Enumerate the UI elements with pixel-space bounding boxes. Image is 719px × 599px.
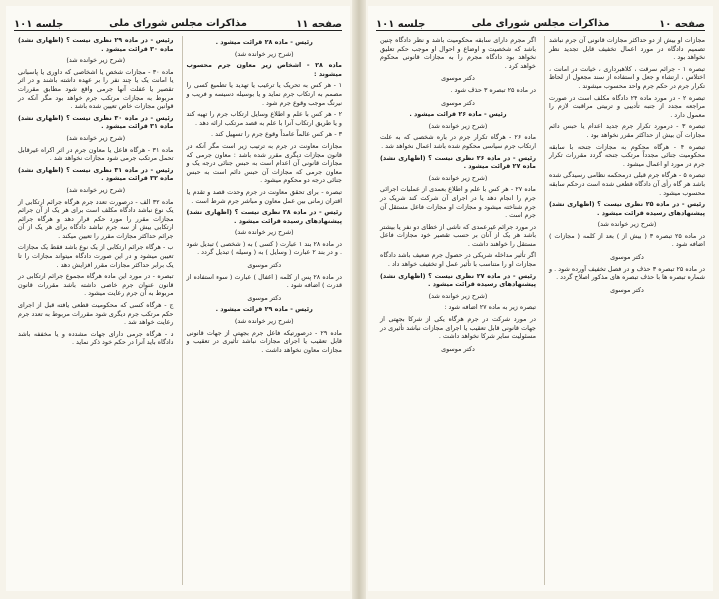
- page-header: [14, 14, 342, 31]
- paragraph: تبصره - در مورد این ماده هرگاه مجموع جرائم ارتکابی در قانون عنوان جرم خاصی داشته باشد مقررات قانون مربوط به آن جرم رعایت میشود .: [18, 272, 174, 298]
- session-number: جلسه ۱۰۱: [376, 19, 426, 30]
- signature-line: دکتر موسوی: [610, 253, 644, 262]
- paragraph: در ماده ۲۵ تبصره ۳ حذف و در فصل تخفیف آورده شود . و شماره تبصره ها با حذف تبصره های مذکور اصلاح گردد .: [549, 264, 705, 282]
- paragraph: ماده ۲۶ - هرگاه تکرار جرم در باره شخصی که به علت ارتکاب جرم سیاسی محکوم شده باشد اعمال نخواهد شد .: [380, 133, 536, 150]
- paragraph: ب - هرگاه جرائم ارتکابی از یک نوع باشد فقط یک مجازات تعیین میشود و در این صورت دادگاه میتواند مجازات را تا یک برابر حداکثر مجازات مقرر افزایش دهد .: [18, 243, 174, 269]
- paragraph: رئیس - در ماده ۳۱ نظری نیست ؟ (اظهاری نشد) ماده ۳۲ قرائت میشود .: [18, 165, 174, 183]
- paragraph: رئیس - در ماده ۲۷ نظری نیست ؟ (اظهاری نشد) پیشنهادهای رسیده قرائت میشود .: [380, 271, 536, 289]
- paragraph: تبصره زیر به ماده ۲۷ اضافه شود :: [444, 303, 536, 312]
- column-right: [544, 36, 705, 585]
- paragraph: تبصره - برای تحقق معاونت در جرم وحدت قصد و تقدم یا اقتران زمانی بین عمل معاون و مباشر جرم شرط است .: [186, 187, 342, 205]
- paragraph: ماده ۳۱ - هرگاه فاعل یا معاون جرم در اثر اکراه غیرقابل تحمل مرتکب جرمی شود مجازات نخواهد شد .: [18, 145, 174, 163]
- text-columns: [14, 36, 342, 585]
- left-page: [6, 6, 350, 591]
- page-title: مذاکرات مجلس شورای ملی: [109, 18, 247, 29]
- paragraph: اگر مجرم دارای سابقه محکومیت باشد و نظر دادگاه چنین باشد که شخصیت و اوضاع و احوال او موجب حکم تعلیق نخواهد بود دادگاه مجرم را به مجازات قانونی محکوم خواهد کرد .: [380, 36, 536, 70]
- section-note: رئیس - ماده ۲۸ قرائت میشود .: [215, 38, 313, 46]
- section-note: (شرح زیر خوانده شد): [234, 49, 294, 58]
- paragraph: ج - هرگاه کسی که محکومیت قطعی یافته قبل از اجرای حکم مرتکب جرم دیگری شود مقررات مربوط به تعدد جرم رعایت خواهد شد .: [18, 301, 174, 327]
- page-number: صفحه ۱۱: [296, 19, 342, 30]
- page-number: صفحه ۱۰: [659, 19, 705, 30]
- text-columns: [376, 36, 705, 585]
- paragraph: د - هرگاه جرمی دارای جهات مشدده و یا مخففه باشد دادگاه باید آنرا در حکم خود ذکر نماید .: [18, 329, 174, 347]
- section-note: (شرح زیر خوانده شد): [234, 228, 294, 237]
- section-note: (شرح زیر خوانده شد): [428, 291, 488, 300]
- paragraph: ۳ - هر کس عالماً عامداً وقوع جرم را تسهیل کند .: [211, 130, 342, 139]
- signature-line: دکتر موسوی: [247, 293, 282, 302]
- paragraph: ماده ۳۲ الف - درصورت تعدد جرم هرگاه جرائم ارتکابی از یک نوع نباشد دادگاه مکلف است برای هر یک از آن جرائم مجازات مقرر را مورد حکم قرار دهد و هرگاه جرائم ارتکابی بیش از سه جرم نباشد دادگاه برای هر یک از آن جرائم حداکثر مجازات مقرر را تعیین میکند .: [18, 197, 174, 240]
- paragraph: تبصره ۲ - در مورد ماده ۲۴ دادگاه مکلف است در صورت مراجعه مجدد از جنبه تأدیبی و تربیتی مراقبت لازم را معمول دارد .: [549, 93, 705, 119]
- paragraph: مجازات معاونت در جرم به ترتیب زیر است مگر آنکه در قانون مجازات دیگری مقرر شده باشد : معاون جرمی که مجازات قانونی آن اعدام است به حبس جنائی درجه یک و معاون جرمی که مجازات آن حبس دائم است به حبس جنائی درجه دو محکوم میشود .: [186, 141, 342, 185]
- paragraph: در ماده ۲۵ تبصره ۳ حذف شود .: [450, 85, 536, 94]
- paragraph: تبصره ۴ - هرگاه محکوم به مجازات جنحه با سابقه محکومیت جنائی مجدداً مرتکب جنحه گردد مقررات تکرار جرم در مورد او اعمال میشود .: [549, 142, 705, 168]
- book-gutter: [352, 0, 366, 599]
- paragraph: ماده ۲۸ - اشخاص زیر معاون جرم محسوب میشوند :: [186, 61, 342, 78]
- section-note: (شرح زیر خوانده شد): [66, 185, 126, 194]
- section-note: (شرح زیر خوانده شد): [234, 317, 294, 326]
- signature-line: دکتر موسوی: [441, 98, 475, 107]
- paragraph: رئیس - در ماده ۲۸ نظری نیست ؟ (اظهاری نشد) پیشنهادهای رسیده قرائت میشود .: [186, 208, 342, 225]
- right-page: [368, 6, 713, 591]
- column-left: [376, 36, 536, 585]
- section-note: (شرح زیر خوانده شد): [66, 56, 126, 65]
- page-header: [376, 14, 705, 31]
- signature-line: دکتر موسوی: [441, 344, 475, 353]
- paragraph: تبصره ۱ - جرائم سرقت ، کلاهبرداری ، خیانت در امانت ، اختلاس ، ارتشاء و جعل و استفاده از سند مجعول از لحاظ تکرار جرم در حکم جرم واحد محسوب میشوند .: [549, 64, 705, 90]
- paragraph: رئیس - در ماده ۳۰ نظری نیست ؟ (اظهاری نشد) ماده ۳۱ قرائت میشود .: [18, 113, 174, 131]
- signature-line: دکتر موسوی: [441, 74, 475, 83]
- paragraph: تبصره ۵ - هرگاه جرم قبلی درمحکمه نظامی رسیدگی شده باشد هر گاه رأی آن دادگاه قطعی شده است درحکم سابقه محسوب میشود .: [549, 171, 705, 197]
- page-title: مذاکرات مجلس شورای ملی: [471, 18, 610, 29]
- paragraph: در ماده ۲۸ پس از کلمه ( اغفال ) عبارت ( سوء استفاده از قدرت ) اضافه شود .: [186, 272, 342, 290]
- section-note: (شرح زیر خوانده شد): [428, 173, 488, 182]
- signature-line: دکتر موسوی: [610, 285, 644, 294]
- paragraph: رئیس - در ماده ۲۵ نظری نیست ؟ (اظهاری نشد) پیشنهادهای رسیده قرائت میشود .: [549, 200, 705, 217]
- session-number: جلسه ۱۰۱: [14, 19, 64, 30]
- section-note: (شرح زیر خوانده شد): [428, 121, 488, 130]
- paragraph: رئیس - در ماده ۲۹ نظری نیست ؟ (اظهاری نشد) ماده ۳۰ قرائت میشود .: [18, 36, 174, 53]
- paragraph: تبصره ۳ - درمورد تکرار جرم جدید اعدام یا حبس دائم مجازات آن بیش از حداکثر مقرر نخواهد بود .: [549, 122, 705, 139]
- column-right: [182, 36, 343, 585]
- paragraph: در ماده ۲۵ تبصره ۳ ( بیش از ) بعد از کلمه ( مجازات ) اضافه شود .: [549, 231, 705, 249]
- paragraph: ماده ۳۰ - مجازات شخص یا اشخاصی که داوری یا پاسبانی یا امانت یک یا چند نفر را بر عهده داشته باشند و در اثر تقصیر یا غفلت آنها جرمی واقع شود مطابق مقررات مربوط به مجازات مرتکب جرم خواهد بود مگر آنکه در قوانین مجازات خاص تعیین شده باشد .: [18, 67, 174, 111]
- paragraph: رئیس - در ماده ۲۶ نظری نیست ؟ (اظهاری نشد) ماده ۲۷ قرائت میشود .: [380, 153, 536, 171]
- section-note: (شرح زیر خوانده شد): [66, 133, 126, 142]
- paragraph: در مورد شرکت در جرم هرگاه یکی از شرکا بجهتی از جهات قانونی قابل تعقیب یا اجرای مجازات نباشد تأثیری در مسئولیت سایر شرکا نخواهد داشت .: [380, 315, 536, 341]
- signature-line: دکتر موسوی: [247, 261, 282, 270]
- column-left: [14, 36, 174, 585]
- section-note: رئیس - ماده ۲۹ قرائت میشود .: [215, 305, 313, 314]
- paragraph: ۲ - هر کس با علم و اطلاع وسایل ارتکاب جرم را تهیه کند و یا طریق ارتکاب آنرا با علم به قصد مرتکب ارائه دهد .: [186, 110, 342, 127]
- paragraph: ۱ - هر کس به تحریک یا ترغیب یا تهدید یا تطمیع کسی را مصمم به ارتکاب جرم نماید و یا بوسیله دسیسه و فریب و نیرنگ موجب وقوع جرم شود .: [186, 81, 342, 107]
- paragraph: در ماده ۲۸ بند ۱ عبارت ( کسی ) به ( شخصی ) تبدیل شود . و در بند ۲ عبارت ( وسایل ) به ( وسیله ) تبدیل گردد .: [186, 239, 342, 257]
- section-note: رئیس - ماده ۲۶ قرائت میشود .: [409, 110, 507, 119]
- paragraph: ماده ۲۷ - هر کس با علم و اطلاع بعمدی از عملیات اجرائی جرم را انجام دهد یا در اجرای آن شرکت کند شریک در جرم شناخته میشود و مجازات او مجازات فاعل مستقل آن جرم است .: [380, 185, 536, 220]
- paragraph: اگر تأثیر مداخله شریکی در حصول جرم ضعیف باشد دادگاه مجازات او را متناسب با تأثیر عمل او تخفیف خواهد داد .: [380, 251, 536, 269]
- section-note: (شرح زیر خوانده شد): [597, 220, 657, 229]
- paragraph: مجازات او بیش از دو حداکثر مجازات قانونی آن جرم نباشد تصمیم دادگاه در مورد اعمال تخفیف قابل تجدید نظر نخواهد بود .: [549, 36, 705, 62]
- paragraph: در مورد جرائم غیرعمدی که ناشی از خطای دو نفر یا بیشتر باشد هر یک از آنان بر حسب تقصیر خود مجازات فاعل مستقل را خواهند داشت .: [380, 222, 536, 248]
- paragraph: ماده ۲۹ - درصورتیکه فاعل جرم بجهتی از جهات قانونی قابل تعقیب یا اجرای مجازات نباشد تأثیری در تعقیب و مجازات معاون نخواهد داشت .: [186, 328, 342, 354]
